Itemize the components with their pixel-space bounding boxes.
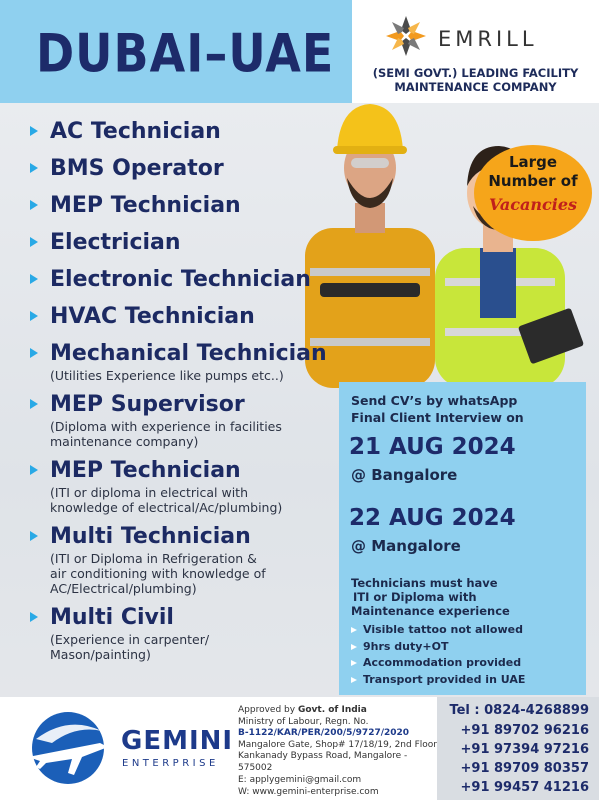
interview-location-1: @ Bangalore [351,466,458,484]
condition-item [349,655,525,672]
registration-number: B-1122/KAR/PER/200/5/9727/2020 [238,728,410,738]
job-item [28,303,338,331]
bullet-triangle-icon [30,612,38,622]
interview-heading-line2: Final Client Interview on [351,410,524,425]
job-title: Electrician [50,230,181,255]
job-details: (Utilities Experience like pumps etc..) [50,368,284,383]
bullet-triangle-icon [351,677,357,683]
job-details: air conditioning with knowledge of [50,566,266,581]
badge-line3: Vacancies [488,195,578,214]
job-title: MEP Supervisor [50,392,245,417]
bullet-triangle-icon [30,465,38,475]
page-title: DUBAI–UAE [36,22,335,85]
job-item [28,266,338,294]
agency-name: GEMINI [121,726,234,756]
interview-date-1: 21 AUG 2024 [349,434,516,460]
job-item [28,155,338,183]
job-details: (ITI or diploma in electrical with [50,485,248,500]
gemini-airplane-logo-icon [22,709,114,787]
bullet-triangle-icon [30,399,38,409]
bullet-triangle-icon [351,627,357,633]
bullet-triangle-icon [30,126,38,136]
job-title: MEP Technician [50,458,241,483]
approved-prefix: Approved by [238,705,296,715]
vacancies-badge [474,145,592,241]
approved-by: Govt. of India [297,705,367,715]
condition-item [349,672,525,689]
job-details: Mason/painting) [50,647,151,662]
condition-text: Visible tattoo not allowed [363,623,523,636]
bullet-triangle-icon [30,163,38,173]
company-tagline-line1: (SEMI GOVT.) LEADING FACILITY [372,66,579,80]
bullet-triangle-icon [30,311,38,321]
job-title: Electronic Technician [50,267,311,292]
requirements-text [351,576,510,618]
job-title: BMS Operator [50,156,224,181]
bullet-triangle-icon [30,274,38,284]
job-details: (Diploma with experience in facilities [50,419,282,434]
phone-number: +91 89702 96216 [460,723,589,738]
job-title: Multi Technician [50,524,251,549]
job-details: maintenance company) [50,434,199,449]
job-item [28,192,338,220]
interview-panel [339,382,586,695]
condition-text: Accommodation provided [363,656,522,669]
condition-item [349,622,525,639]
company-tagline-line2: MAINTENANCE COMPANY [394,80,557,94]
condition-text: Transport provided in UAE [363,672,526,686]
job-title: MEP Technician [50,193,241,218]
job-item [28,457,338,515]
job-list [28,118,338,662]
job-details: AC/Electrical/plumbing) [50,581,197,596]
condition-text: 9hrs duty+OT [363,639,449,653]
job-item [28,523,338,596]
company-name: EMRILL [438,27,538,51]
requirement-line: ITI or Diploma with [353,590,477,604]
interview-date-2: 22 AUG 2024 [349,505,516,531]
ministry-line: Ministry of Labour, Regn. No. [238,716,369,727]
badge-line1: Large [509,153,557,171]
job-details: (ITI or Diploma in Refrigeration & [50,551,257,566]
job-title: AC Technician [50,119,221,144]
bullet-triangle-icon [30,348,38,358]
job-title: Multi Civil [50,605,174,630]
agency-contact [238,705,438,798]
conditions-list [349,622,525,688]
website-text: W: www.gemini-enterprise.com [238,786,379,797]
bullet-triangle-icon [30,531,38,541]
requirement-line: Maintenance experience [351,604,510,618]
phone-number: +91 99457 41216 [460,780,589,795]
interview-heading-line1: Send CV’s by whatsApp [351,393,518,408]
email-text: E: applygemini@gmail.com [238,775,362,785]
job-item [28,229,338,257]
interview-heading [351,392,524,426]
job-item [28,340,338,383]
phone-number: +91 97394 97216 [460,742,589,757]
interview-location-2: @ Mangalore [351,537,461,555]
footer [0,697,599,800]
requirement-line: Technicians must have [351,576,498,590]
bullet-triangle-icon [351,644,357,650]
job-item [28,604,338,662]
phone-panel [437,697,599,800]
telephone-number: Tel : 0824-4268899 [449,703,589,718]
address-line-2: Kankanady Bypass Road, Mangalore - 575002 [238,751,408,773]
condition-item [349,639,525,656]
job-details: (Experience in carpenter/ [50,632,210,647]
badge-line2: Number of [488,172,578,190]
job-title: HVAC Technician [50,304,255,329]
bullet-triangle-icon [351,660,357,666]
phone-number: +91 89709 80357 [460,761,589,776]
job-title: Mechanical Technician [50,341,327,366]
approval-line [238,705,438,717]
address-line-1: Mangalore Gate, Shop# 17/18/19, 2nd Floor [238,739,437,750]
agency-subtitle: ENTERPRISE [122,758,219,769]
bullet-triangle-icon [30,237,38,247]
job-item [28,118,338,146]
job-details: knowledge of electrical/Ac/plumbing) [50,500,283,515]
emrill-logo-icon [384,14,428,58]
job-item [28,391,338,449]
bullet-triangle-icon [30,200,38,210]
